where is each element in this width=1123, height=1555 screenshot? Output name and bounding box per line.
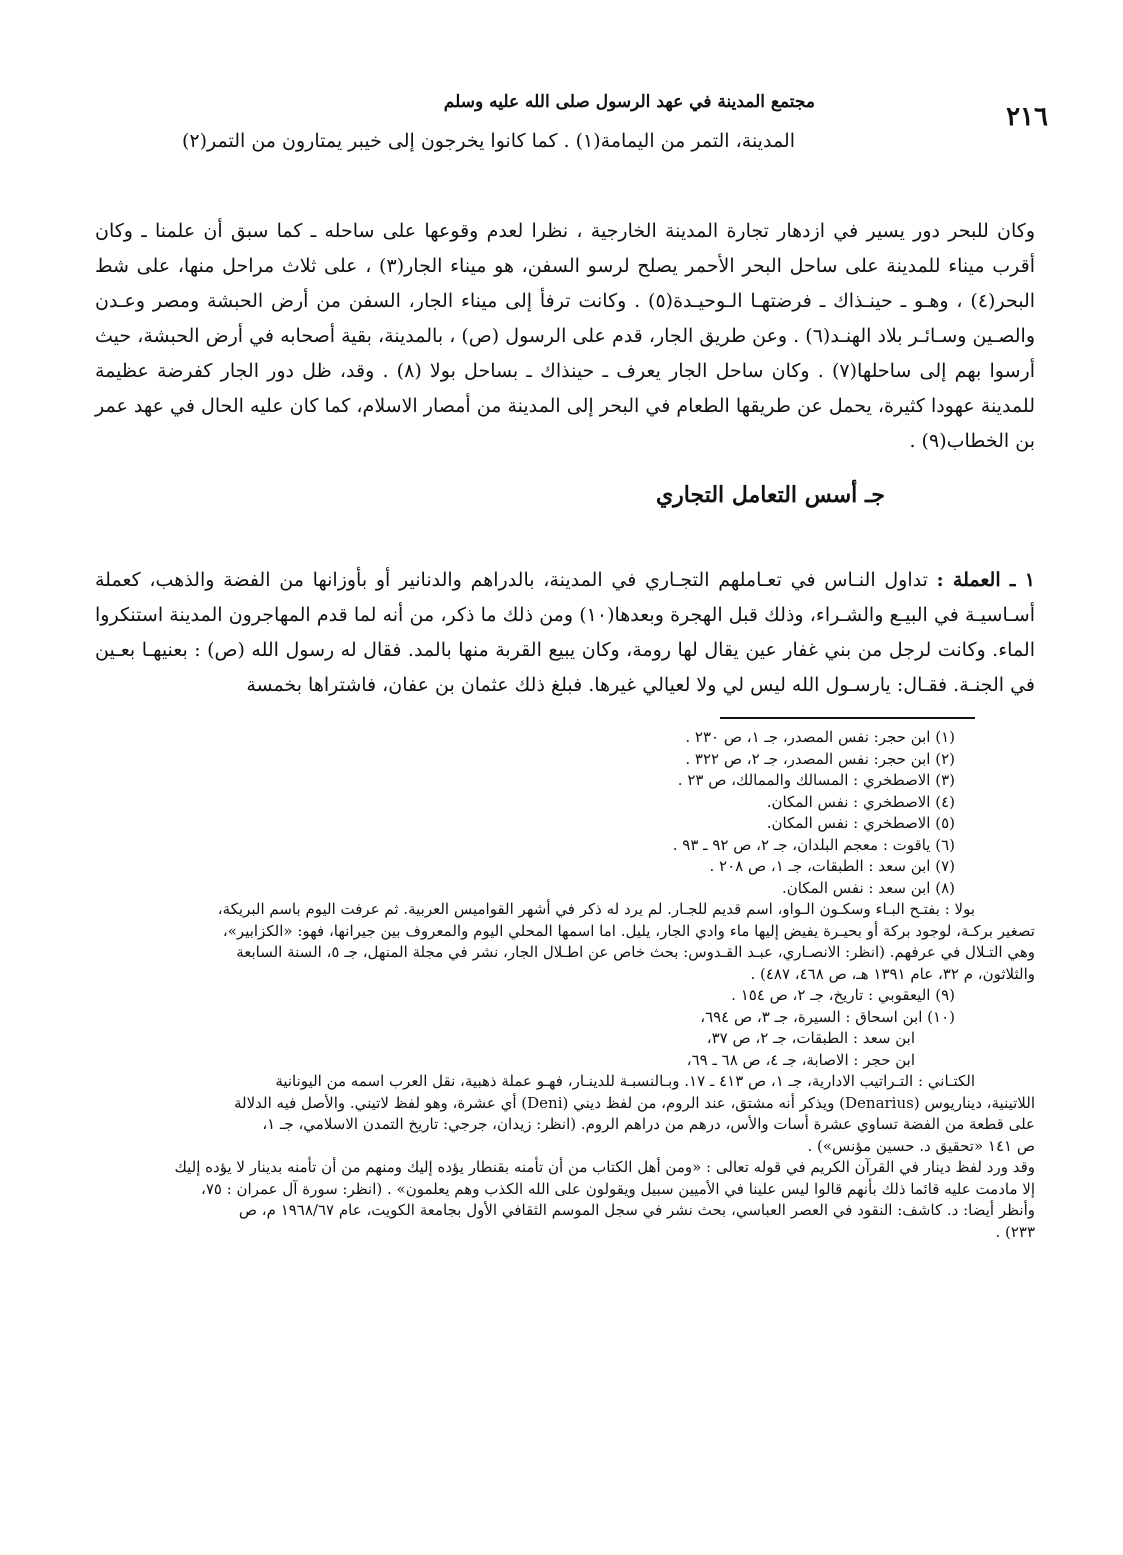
currency-text: تداول النـاس في تعـاملهم التجـاري في المدينة، بالدراهم والدنانير أو بأوزانها من الفضة والذهب، كعملة أسـاسيـة في البيـع والشـراء، وذلك قبل الهجرة وبعدها(١٠) ومن ذلك ما ذكر، من أنه لما قدم المهاجرون المدينة استنكروا الماء. وكانت لرجل من بني غفار عين يقال لها رومة، وكان يبيع القربة منها بالمد. فقال له رسول الله (ص) : بعنيهـا بعـين في الجنـة. فقـال: يارسـول الله ليس لي ولا لعيالي غيرها. فبلغ ذلك عثمان بن عفان، فاشتراها بخمسة [95,569,1036,696]
footnote-8-note: والثلاثون، م ٣٢، عام ١٣٩١ هـ، ص ٤٦٨، ٤٨٧) . [750,964,1035,983]
footnote-10: (١٠) ابن اسحاق : السيرة، جـ ٣، ص ٦٩٤، [700,1007,955,1026]
footnote-3: (٣) الاصطخري : المسالك والممالك، ص ٢٣ . [677,771,955,789]
footnote-1: (١) ابن حجر: نفس المصدر، جـ ١، ص ٢٣٠ . [685,728,955,746]
footnote-10-note: وقد ورد لفظ دينار في القرآن الكريم في قوله تعالى : «ومن أهل الكتاب من أن تأمنه بقنطار يؤده إليك ومنهم من أن تأمنه بدينار لا يؤده إليك [174,1158,1035,1176]
footnote-2: (٢) ابن حجر: نفس المصدر، جـ ٢، ص ٣٢٢ . [685,749,955,768]
footnote-8-note: تصغير بركـة، لوجود بركة أو بحيـرة يفيض إليها ماء وادي الجار، يليل. اما اسمها المحلي اليوم والمعروف بين جيرانها، فهو: «الكزابير»، [222,921,1035,940]
page-number: ٢١٦ [1006,102,1048,132]
footnotes [95,727,1035,1243]
footnote-10-ref: الكتـاني : التـراتيب الادارية، جـ ١، ص ٤١٣ ـ ١٧. وبـالنسبـة للدينـار، فهـو عملة ذهبية، نقل العرب اسمه من اليونانية [275,1072,975,1090]
footnote-10-note: ٢٣٣) . [995,1222,1035,1241]
footnote-4: (٤) الاصطخري : نفس المكان. [766,792,955,811]
footnote-10-note: على قطعة من الفضة تساوي عشرة أسات والأس، درهم من دراهم الروم. (انظر: زيدان، جرجي: تاريخ التمدن الاسلامي، جـ ١، [262,1115,1035,1133]
footnote-7: (٧) ابن سعد : الطبقات، جـ ١، ص ٢٠٨ . [709,857,955,875]
footnote-10-note: ص ١٤١ «تحقيق د. حسين مؤنس») . [807,1136,1035,1155]
footnote-6: (٦) ياقوت : معجم البلدان، جـ ٢، ص ٩٢ ـ ٩٣ . [672,835,955,854]
running-head: مجتمع المدينة في عهد الرسول صلى الله عليه وسلم [443,92,815,112]
currency-lead: ١ ـ العملة : [936,569,1035,591]
footnote-10-note: اللاتينية، ديناريوس (Denarius) ويذكر أنه مشتق، عند الروم، من لفظ ديني (Deni) أي عشرة، وهو لفظ لاتيني. والأصل فيه الدلالة [233,1093,1035,1112]
footnote-8: (٨) ابن سعد : نفس المكان. [781,878,955,897]
paragraph-currency [95,563,1035,703]
footnote-10-ref: ابن سعد : الطبقات، جـ ٢، ص ٣٧، [706,1029,915,1047]
footnote-5: (٥) الاصطخري : نفس المكان. [766,814,955,832]
intro-line: المدينة، التمر من اليمامة(١) . كما كانوا يخرجون إلى خيبر يمتارون من التمر(٢) [181,130,795,152]
page-header [95,80,1048,132]
paragraph-sea-trade: وكان للبحر دور يسير في ازدهار تجارة المدينة الخارجية ، نظرا لعدم وقوعها على ساحله ـ كما سبق أن علمنا ـ وكان أقرب ميناء للمدينة على ساحل البحر الأحمر يصلح لرسو السفن، هو ميناء الجار(٣) ، على ثلاث مراحل منها، على شط البحر(٤) ، وهـو ـ حينـذاك ـ فرضتهـا الـوحيـدة(٥) . وكانت ترفأ إلى ميناء الجار، السفن من أرض الحبشة ومصر وعـدن والصـين وسـائـر بلاد الهنـد(٦) . وعن طريق الجار، قدم على الرسول (ص) ، بالمدينة، بقية أصحابه في أرض الحبشة، حيث أرسوا بهم إلى ساحلها(٧) . وكان ساحل الجار يعرف ـ حينذاك ـ بساحل بولا (٨) . وقد، ظل دور الجار كفرضة عظيمة للمدينة عهودا كثيرة، يحمل عن طريقها الطعام في البحر إلى المدينة من أمصار الاسلام، كما كان عليه الحال في عهد عمر بن الخطاب(٩) . [95,220,1036,452]
footnote-10-note: إلا مادمت عليه قائما ذلك بأنهم قالوا ليس علينا في الأميين سبيل ويقولون على الله الكذب وهم يعلمون» . (انظر: سورة آل عمران : ٧٥، [200,1179,1035,1198]
footnote-8-note: بولا : بفتـح البـاء وسكـون الـواو، اسم قديم للجـار. لم يرد له ذكر في أشهر القواميس العربية. ثم عرفت اليوم باسم البريكة، [217,900,975,918]
footnote-8-note: وهي التـلال في عرفهم. (انظر: الانصـاري، عبـد القـدوس: بحث خاص عن اطـلال الجار، نشر في مجلة المنهل، جـ ٥، السنة السابعة [236,943,1035,961]
footnote-9: (٩) اليعقوبي : تاريخ، جـ ٢، ص ١٥٤ . [731,986,955,1004]
footnote-10-note: وأنظر أيضا: د. كاشف: النقود في العصر العباسي، بحث نشر في سجل الموسم الثقافي الأول بجامعة الكويت، عام ١٩٦٨/٦٧ م، ص [238,1201,1035,1219]
document-page [95,80,1048,1243]
footnote-10-ref: ابن حجر : الاصابة، جـ ٤، ص ٦٨ ـ ٦٩، [686,1050,915,1069]
section-heading: جـ أسس التعامل التجاري [655,482,885,508]
footnote-divider [720,717,975,719]
